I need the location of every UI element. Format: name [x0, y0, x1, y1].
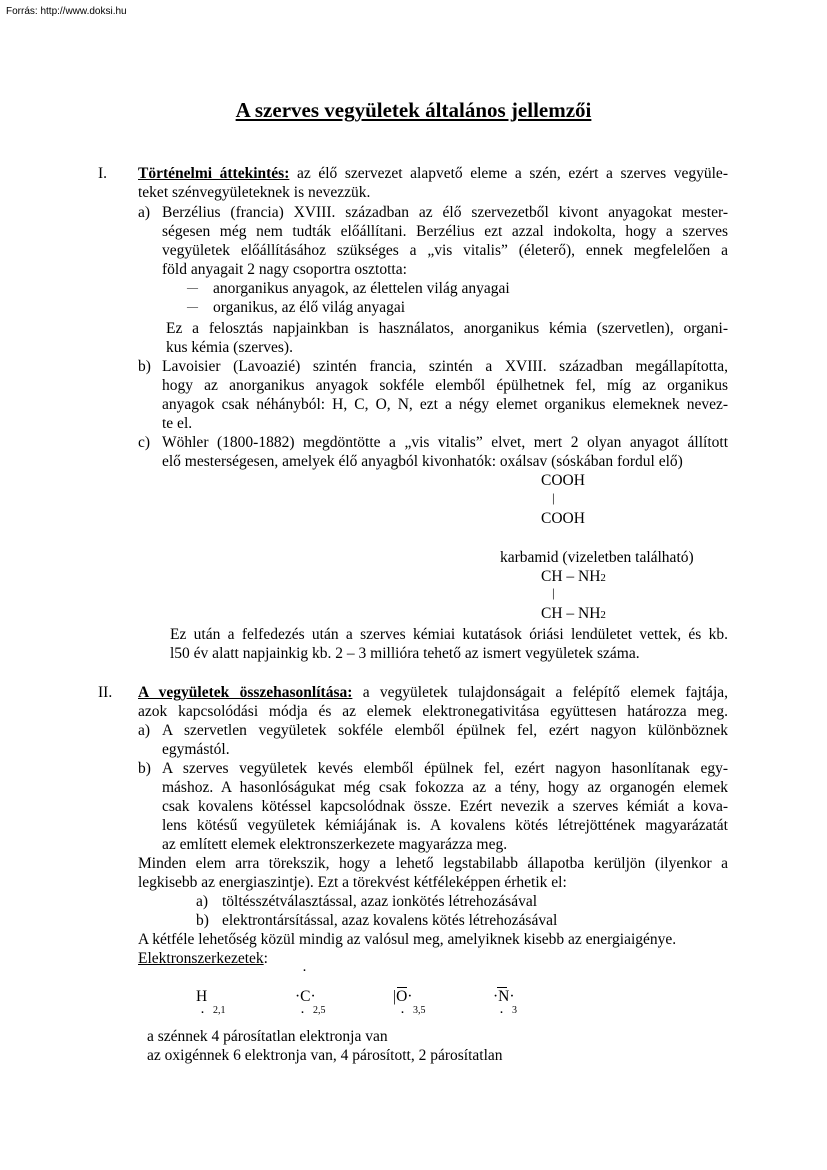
subscript: 2 — [600, 609, 606, 621]
electron-dot: · — [499, 1005, 504, 1021]
text-line: az említett elemek elektronszerkezete magyarázza meg. — [162, 836, 508, 853]
section-1-intro-line: teket szénvegyületeknek is nevezzük. — [138, 184, 371, 201]
structure-symbol: H — [196, 988, 208, 1005]
electron-config: 2,1 — [213, 1005, 226, 1016]
section-1-intro — [138, 164, 728, 183]
section-number-2: II. — [98, 684, 113, 701]
text-line: egymástól. — [162, 741, 230, 758]
electron-dot: · — [400, 1005, 405, 1021]
formula-ch-nh2-bottom — [541, 604, 606, 625]
text-line: l50 év alatt napjainkig kb. 2 – 3 millióra tehető az ismert vegyületek száma. — [170, 645, 640, 662]
section-number-1: I. — [98, 165, 108, 182]
elektron-heading — [138, 949, 268, 968]
structure-symbol: ·N· — [493, 988, 515, 1005]
item-label-a: a) — [138, 722, 151, 739]
text-line: ségesen még nem tudták előállítani. Berzélius ezt azzal indokolta, hogy a szerves — [162, 223, 728, 240]
text-line: Wöhler (1800-1882) megdöntötte a „vis vitalis” elvet, mert 2 olyan anyagot állított — [162, 434, 728, 451]
electron-config: 3 — [512, 1005, 517, 1016]
structure-symbol: ·C· — [295, 988, 316, 1005]
list-item: anorganikus anyagok, az élettelen világ anyagai — [213, 280, 510, 297]
formula-text: CH – NH — [541, 605, 601, 622]
text-line: A szervetlen vegyületek sokféle elemből épülnek fel, ezért nagyon különböznek — [162, 722, 728, 739]
text-line: Minden elem arra törekszik, hogy a lehető legstabilabb állapotba kerüljön (ilyenkor a — [138, 855, 728, 872]
karbamid-label: karbamid (vizeletben található) — [500, 549, 694, 566]
elektron-heading-text: Elektronszerkezetek — [138, 950, 264, 967]
item-label-c: c) — [138, 434, 151, 451]
text-line: A szerves vegyületek kevés elemből épülnek fel, ezért nagyon hasonlítanak egy- — [162, 760, 728, 777]
text-line: lens kötésű vegyületek kémiájának is. A kovalens kötés létrejöttének magyarázatát — [162, 817, 728, 834]
formula-ch-nh2-top — [541, 567, 606, 588]
electron-config: 2,5 — [313, 1005, 326, 1016]
formula-cooh-top: COOH — [541, 472, 585, 489]
text-line: anyagok csak néhányból: H, C, O, N, ezt a négy elemet organikus elemeknek nevez- — [162, 396, 728, 413]
item-label-b: b) — [138, 358, 151, 375]
note-line: a szénnek 4 párosítatlan elektronja van — [147, 1028, 388, 1045]
text-line: máshoz. A hasonlóságukat még csak fokozza az a tény, hogy az organogén elemek — [162, 779, 728, 796]
note-line: az oxigénnek 6 elektronja van, 4 párosított, 2 párosítatlan — [147, 1047, 503, 1064]
list-item: organikus, az élő világ anyagai — [213, 299, 406, 316]
subscript: 2 — [600, 572, 606, 584]
bond-line: | — [552, 585, 555, 600]
bond-line: | — [552, 490, 555, 505]
section-1-heading: Történelmi áttekintés: — [138, 165, 290, 182]
text-line: föld anyagait 2 nagy csoportra osztotta: — [162, 261, 407, 278]
section-1-intro-text: az élő szervezet alapvető eleme a szén, ezért a szerves vegyüle- — [289, 165, 728, 182]
text-line: Berzélius (francia) XVIII. században az élő szervezetből kivont anyagokat mester- — [162, 204, 728, 221]
text-line: csak kovalens kötéssel kapcsolódnak össze. Ezért nevezik a szerves kémiát a kova- — [162, 798, 728, 815]
formula-cooh-bottom: COOH — [541, 510, 585, 527]
section-2-intro — [138, 683, 728, 702]
page-title: A szerves vegyületek általános jellemzői — [235, 98, 592, 122]
text-line: kus kémia (szerves). — [166, 339, 293, 356]
text-line: Ez után a felfedezés után a szerves kémiai kutatások óriási lendületet vettek, és kb. — [170, 626, 728, 643]
structure-symbol: |O· — [393, 988, 413, 1005]
text-line: te el. — [162, 415, 193, 432]
source-note: Forrás: http://www.doksi.hu — [6, 6, 127, 17]
item-label-b: b) — [138, 760, 151, 777]
text-line: elő mesterségesen, amelyek élő anyagból kivonhatók: oxálsav (sóskában fordul elő) — [162, 453, 683, 470]
text-line: A kétféle lehetőség közül mindig az valósul meg, amelyiknek kisebb az energiaigénye. — [138, 931, 677, 948]
sub-label-a: a) — [196, 893, 209, 910]
text-line: legkisebb az energiaszintje). Ezt a törekvést kétféleképpen érhetik el: — [138, 874, 567, 891]
text-line: Lavoisier (Lavoazié) szintén francia, szintén a XVIII. században megállapította, — [162, 358, 728, 375]
dash-bullet: — — [187, 301, 198, 313]
text-line: hogy az anorganikus anyagok sokféle elemből épülhetnek fel, míg az organikus — [162, 377, 728, 394]
colon: : — [263, 950, 268, 967]
formula-text: CH – NH — [541, 568, 601, 585]
text-line: azok kapcsolódási módja és az elemek elektronegativitása együttesen határozza meg. — [138, 703, 728, 720]
section-2-heading: A vegyületek összehasonlítása: — [138, 684, 353, 701]
electron-config: 3,5 — [413, 1005, 426, 1016]
list-item: elektrontársítással, azaz kovalens kötés létrehozásával — [222, 912, 558, 929]
electron-dot: · — [200, 1005, 205, 1021]
section-2-intro-text: a vegyületek tulajdonságait a felépítő elemek fajtája, — [352, 684, 729, 701]
text-line: Ez a felosztás napjainkban is használatos, anorganikus kémia (szervetlen), organi- — [166, 320, 728, 337]
list-item: töltésszétválasztással, azaz ionkötés létrehozásával — [222, 893, 538, 910]
dash-bullet: — — [187, 282, 198, 294]
text-line: vegyületek előállításához szükséges a „vis vitalis” (életerő), ennek megfelelően a — [162, 242, 728, 259]
item-label-a: a) — [138, 204, 151, 221]
electron-dot: · — [300, 1005, 305, 1021]
electron-dot: · — [302, 963, 307, 979]
sub-label-b: b) — [196, 912, 209, 929]
